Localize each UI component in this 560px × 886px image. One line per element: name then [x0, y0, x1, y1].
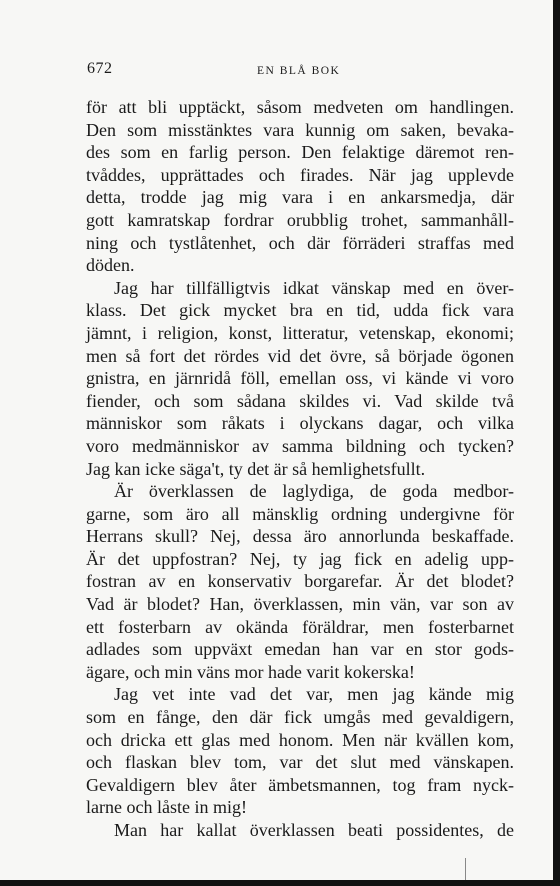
text-line: ägare, och min väns mor hade varit kokerska! — [86, 661, 415, 682]
text-line: Man har kallat överklassen beati possidentes, de — [114, 820, 514, 840]
scan-mark — [465, 858, 466, 880]
text-line: gnistra, en järnridå föll, emellan oss, vi kände vi voro — [86, 368, 514, 389]
text-line: Herrans skull? Nej, dessa äro annorlunda beskaffade. — [86, 526, 514, 547]
text-line: för att bli upptäckt, såsom medveten om handlingen. — [86, 97, 514, 117]
text-line: Jag har tillfälligtvis idkat vänskap med en över- — [114, 277, 514, 298]
body-text — [86, 96, 514, 842]
running-title: EN BLÅ BOK — [257, 65, 341, 77]
scan-edge-right — [553, 0, 560, 886]
text-line: och dricka ett glas med honom. Men när kvällen kom, — [86, 729, 514, 750]
page-number: 672 — [87, 60, 113, 77]
text-line: döden. — [86, 255, 135, 276]
text-line: adlades som uppväxt emedan han var en stor gods- — [86, 639, 514, 660]
scan-edge-bottom — [0, 880, 560, 886]
text-line: des som en farlig person. Den felaktige däremot ren- — [86, 142, 514, 163]
text-line: jämnt, i religion, konst, litteratur, vetenskap, ekonomi; — [86, 322, 514, 343]
text-line: tvåddes, upprättades och firades. När jag upplevde — [86, 164, 514, 185]
text-line: Jag vet inte vad det var, men jag kände mig — [114, 684, 514, 705]
text-line: fostran av en konservativ borgarefar. Är det blodet? — [86, 571, 514, 592]
text-line: Är överklassen de laglydiga, de goda medbor- — [114, 481, 514, 502]
text-line: människor som råkats i olyckans dagar, och vilka — [86, 413, 514, 434]
text-line: Gevaldigern blev åter ämbetsmannen, tog fram nyck- — [86, 774, 514, 795]
text-line: Jag kan icke säga't, ty det är så hemlighetsfullt. — [86, 458, 426, 479]
text-line: Den som misstänktes vara kunnig om saken, bevaka- — [86, 119, 514, 140]
text-line: gott kamratskap fordrar orubblig trohet, sammanhåll- — [86, 209, 514, 230]
text-line: Är det uppfostran? Nej, ty jag fick en adelig upp- — [86, 548, 514, 569]
text-line: Vad är blodet? Han, överklassen, min vän, var son av — [86, 594, 514, 615]
text-line: garne, som äro all mänsklig ordning undergivne för — [86, 503, 514, 524]
text-line: som en fånge, den där fick umgås med gevaldigern, — [86, 707, 514, 728]
text-line: voro medmänniskor av samma bildning och tycken? — [86, 435, 514, 456]
text-line: och flaskan blev tom, var det slut med vänskapen. — [86, 752, 514, 773]
text-line: klass. Det gick mycket bra en tid, udda fick vara — [86, 300, 514, 321]
text-line: larne och låste in mig! — [86, 797, 247, 818]
text-line: ning och tystlåtenhet, och där förräderi straffas med — [86, 232, 514, 253]
page-header — [87, 60, 527, 84]
text-line: men så fort det rördes vid det övre, så började ögonen — [86, 345, 514, 366]
text-line: detta, trodde jag mig vara i en ankarsmedja, där — [86, 187, 514, 208]
text-line: fiender, och som sådana skildes vi. Vad skilde två — [86, 390, 514, 411]
text-line: ett fosterbarn av okända föräldrar, men fosterbarnet — [86, 616, 514, 637]
